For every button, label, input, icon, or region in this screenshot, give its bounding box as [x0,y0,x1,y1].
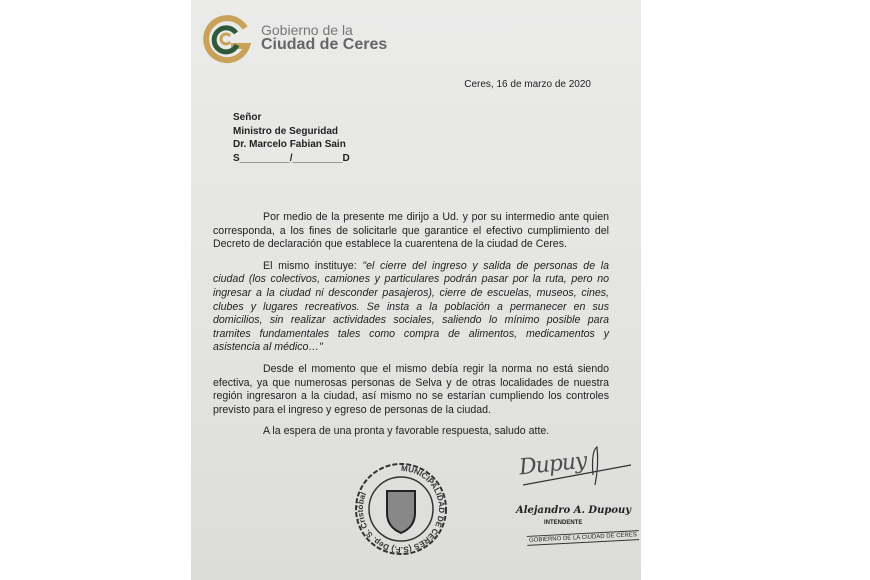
decree-quote: "el cierre del ingreso y salida de personas de la ciudad (los colectivos, camiones y particulares podrán pasar por la ruta, pero no ingresar a la ciudad ni desconder pasajeros), cierre de escuelas, museos, cines, clubes y lugares recreativos. Se insta a la población a permanecer en sus domicilios, sin realizar actividades sociales, saliendo lo mínimo posible para tramites fundamentales tales como compra de alimentos, medicamentos y asistencia al médico…" [213,259,609,354]
paragraph: A la espera de una pronta y favorable respuesta, saludo atte. [263,425,550,438]
signatory-org: GOBIERNO DE LA CIUDAD DE CERES [527,530,639,546]
letterhead-line2: Ciudad de Ceres [261,36,388,53]
seal-text: MUNICIPALIDAD DE CERES (S.F.) Dep. S. Cristóbal [355,463,447,555]
letter-body [213,211,609,447]
recipient-line: Señor [233,112,262,123]
recipient-line: Ministro de Seguridad [233,125,339,137]
signatory-name: Alejandro A. Dupouy [516,505,632,516]
letter-page [191,0,641,580]
recipient-line: S_________/_________D [233,152,350,164]
signatory-role: INTENDENTE [544,520,583,526]
recipient-block [233,111,350,165]
paragraph [213,260,609,355]
recipient-line: Dr. Marcelo Fabian Sain [233,139,346,150]
letterhead-line1: Gobierno de la [261,22,353,38]
ceres-logo-icon [201,14,253,64]
letter-date: Ceres, 16 de marzo de 2020 [464,79,591,90]
paragraph-intro: El mismo instituye: [263,259,363,272]
municipal-seal [353,461,449,557]
paragraph: Por medio de la presente me dirijo a Ud. y por su intermedio ante quien corresponda, a los fines de solicitarle que garantice el efectivo cumplimiento del Decreto de declaración que establece la cuarentena de la ciudad de Ceres. [213,211,609,251]
signature-scribble: Dupuy [517,448,588,481]
paragraph: Desde el momento que el mismo debía regir la norma no está siendo efectiva, ya que numerosas personas de Selva y de otras localidades de nuestra región ingresaron a la ciudad, así mismo no se estarían cumpliendo los controles previsto para el ingreso y egreso de personas de la ciudad. [213,362,609,416]
